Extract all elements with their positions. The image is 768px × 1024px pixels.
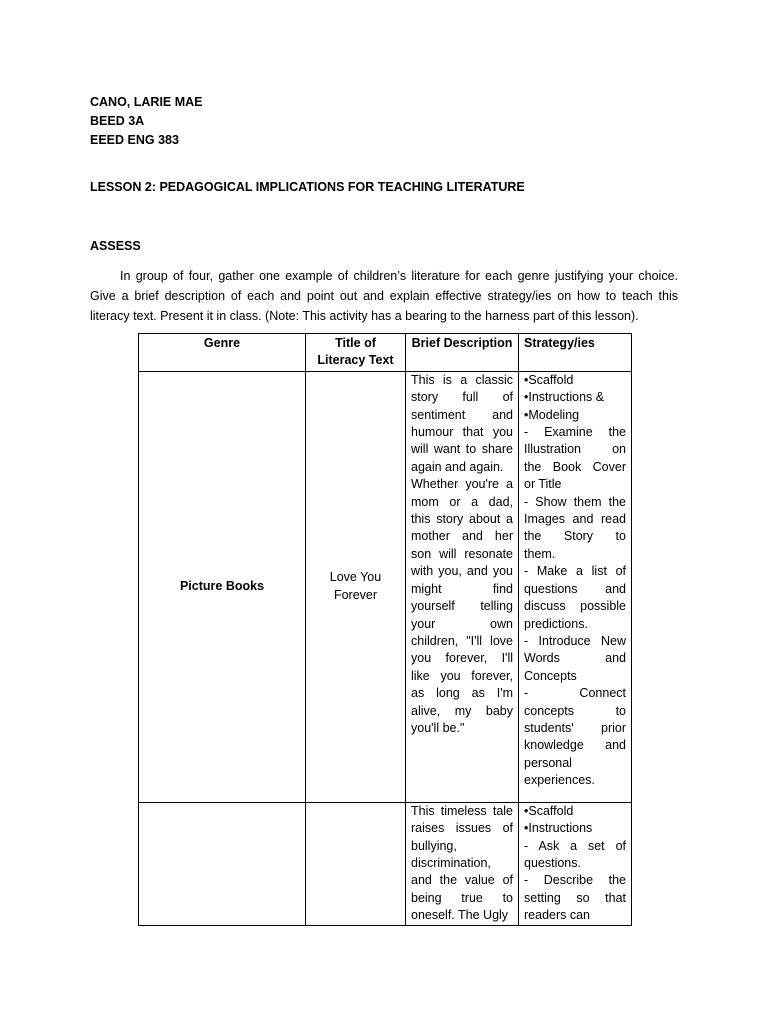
description-line: being true to	[411, 890, 513, 905]
description-line: This is a classic	[411, 372, 513, 387]
description-line: your own	[411, 616, 513, 631]
description-line: This timeless tale	[411, 803, 513, 818]
description-line: bullying,	[411, 838, 457, 853]
genre-cell	[139, 802, 306, 925]
description-line: mother and her	[411, 529, 513, 544]
header-title: Title of Literacy Text	[306, 334, 406, 372]
strategy-line: - Examine the	[524, 425, 626, 440]
strategy-line: readers can	[524, 908, 591, 923]
strategy-line: - Ask a set of	[524, 838, 626, 853]
student-name: CANO, LARIE MAE	[90, 95, 203, 109]
strategy-line: •Instructions &	[524, 390, 605, 405]
strategy-line: Words and	[524, 651, 626, 666]
strategy-line: the Story to	[524, 529, 626, 544]
description-line: Whether you're a	[411, 477, 513, 492]
description-line: oneself. The Ugly	[411, 908, 509, 923]
description-line: yourself telling	[411, 599, 513, 614]
description-line: with you, and you	[411, 564, 513, 579]
strategy-cell	[519, 802, 632, 925]
description-line: alive, my baby	[411, 703, 513, 718]
description-line: discrimination,	[411, 856, 491, 871]
strategy-line: questions and	[524, 581, 626, 596]
title-cell: Love You Forever	[306, 371, 406, 802]
description-cell	[406, 802, 519, 925]
title-cell	[306, 802, 406, 925]
strategy-line: - Introduce New	[524, 633, 626, 648]
strategy-line: questions.	[524, 856, 581, 871]
course-code: EEED ENG 383	[90, 133, 179, 147]
strategy-cell	[519, 371, 632, 802]
student-section: BEED 3A	[90, 114, 145, 128]
instructions-text: In group of four, gather one example of children’s literature for each genre justifying your choice. Give a brief description of each and point out and explain effective strategy/ies on how to teach this literacy text. Present it in class. (Note: This activity has a bearing to the harness part of this lesson).	[90, 269, 678, 323]
genre-table	[138, 333, 632, 926]
table-row	[139, 802, 632, 925]
strategy-line: •Instructions	[524, 821, 593, 836]
description-line: might find	[411, 581, 513, 596]
header-strategies: Strategy/ies	[519, 334, 632, 372]
table-header-row	[139, 334, 632, 372]
student-header	[90, 94, 203, 151]
strategy-line: •Scaffold	[524, 803, 574, 818]
strategy-line: setting so that	[524, 890, 626, 905]
description-line: as long as I'm	[411, 686, 513, 701]
strategy-line: - Show them the	[524, 494, 626, 509]
strategy-line: them.	[524, 546, 556, 561]
instructions-paragraph	[90, 266, 678, 326]
strategy-line: Illustration on	[524, 442, 626, 457]
strategy-line: Images and read	[524, 512, 626, 527]
description-line: raises issues of	[411, 821, 513, 836]
header-description: Brief Description	[406, 334, 519, 372]
description-cell	[406, 371, 519, 802]
strategy-line: or Title	[524, 477, 562, 492]
description-line: you'll be."	[411, 720, 465, 735]
assess-heading: ASSESS	[90, 239, 141, 253]
strategy-line: discuss possible	[524, 599, 626, 614]
description-line: humour that you	[411, 425, 513, 440]
strategy-line: experiences.	[524, 773, 595, 788]
strategy-line: •Modeling	[524, 407, 580, 422]
description-line: story full of	[411, 390, 513, 405]
description-line: children, "I'll love	[411, 633, 513, 648]
strategy-line: the Book Cover	[524, 459, 626, 474]
description-line: mom or a dad,	[411, 494, 513, 509]
strategy-line: knowledge and	[524, 738, 626, 753]
strategy-line: - Connect	[524, 686, 626, 701]
description-line: and the value of	[411, 873, 513, 888]
description-line: again and again.	[411, 459, 504, 474]
description-line: this story about a	[411, 512, 513, 527]
strategy-line: predictions.	[524, 616, 588, 631]
strategy-line: - Make a list of	[524, 564, 626, 579]
strategy-line: - Describe the	[524, 873, 626, 888]
description-line: like you forever,	[411, 668, 513, 683]
table-row	[139, 371, 632, 802]
genre-cell: Picture Books	[139, 371, 306, 802]
description-line: son will resonate	[411, 546, 513, 561]
strategy-line: concepts to	[524, 703, 626, 718]
description-line: sentiment and	[411, 407, 513, 422]
strategy-line: students' prior	[524, 720, 626, 735]
strategy-line: Concepts	[524, 668, 577, 683]
header-genre: Genre	[139, 334, 306, 372]
description-line: will want to share	[411, 442, 513, 457]
strategy-line: •Scaffold	[524, 372, 574, 387]
strategy-line: personal	[524, 755, 572, 770]
lesson-title: LESSON 2: PEDAGOGICAL IMPLICATIONS FOR TEACHING LITERATURE	[90, 180, 525, 194]
description-line: you forever, I'll	[411, 651, 513, 666]
